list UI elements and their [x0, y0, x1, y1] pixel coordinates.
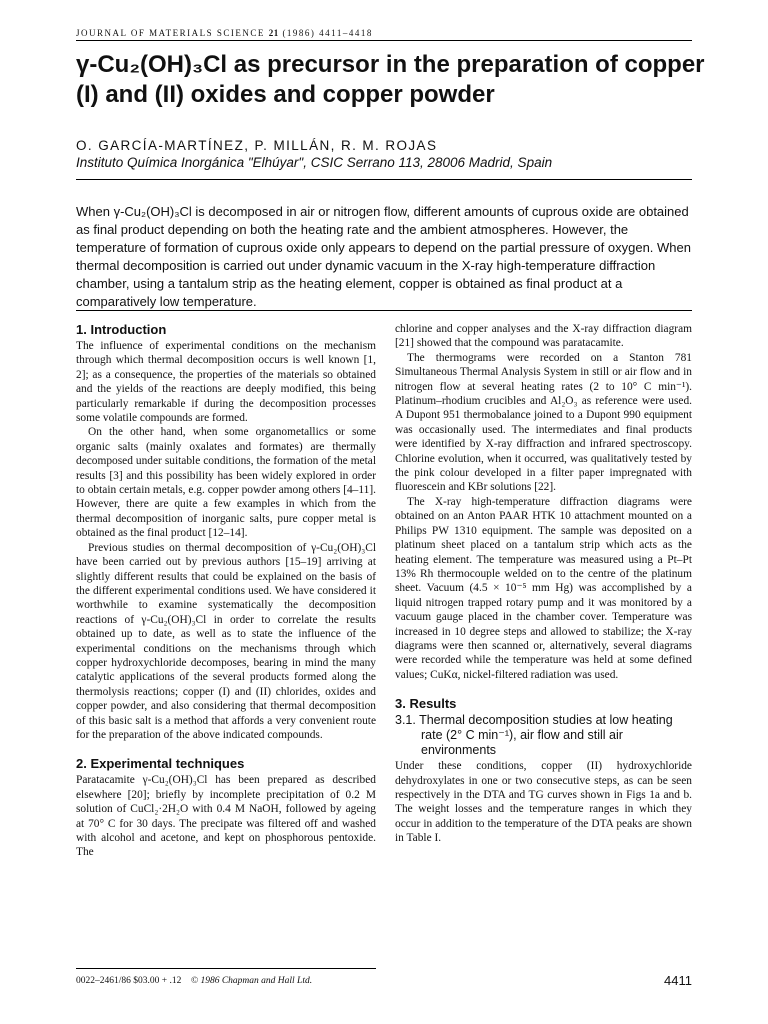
- paper-title: γ-Cu₂(OH)₃Cl as precursor in the preparation of copper (I) and (II) oxides and copper powder: [76, 51, 705, 108]
- intro-paragraph-2: On the other hand, when some organometallics or some organic salts (mainly oxalates and formates) are thermally decomposed under suitable conditions, the formation of the metal results [3] and this possibility has been widely explored in order to obtain certain metals, e.g. copper powder among others [4–11]. However, there are quite a few examples in which from the thermal decomposition of inorganic salts, pure copper metal is obtained as the final product [12–14].: [76, 426, 376, 540]
- right-column: [395, 322, 692, 846]
- experimental-paragraph-4: The X-ray high-temperature diffraction diagrams were obtained on an Anton PAAR HTK 10 attachment mounted on a Philips PW 1310 equipment. The sample was deposited on a platinum sheet placed on a tantalum strip which acts as the heating element. The temperature was measured using a Pt–Pt 13% Rh thermocouple welded on to the centre of the platinum sheet. Vacuum (4.5 × 10⁻⁵ mm Hg) was accomplished by a liquid nitrogen trapped rotary pump and it was monitored by a vacuum gauge placed in the chamber cover. Temperature was increased in 10 degree steps and allowed to stabilize; the X-ray diagrams were then scanned or, alternatively, several diagrams were recorded while the temperature was held at some defined values; CuKα, nickel-filtered radiation was used.: [395, 495, 692, 681]
- footer-divider: [76, 968, 376, 969]
- journal-volume: 21: [268, 28, 279, 38]
- footer-code: 0022–2461/86 $03.00 + .12: [76, 976, 182, 986]
- experimental-paragraph-1: Paratacamite γ-Cu₂(OH)₃Cl has been prepared as described elsewhere [20]; briefly by incomplete precipitation of 0.2 M solution of CuCl₂·2H₂O with 0.4 M NaOH, followed by ageing at 70° C for 30 days. The precipate was filtered off and washed with alcohol and acetone, and kept on phosphorous pentoxide. The: [76, 774, 376, 859]
- page-number: 4411: [664, 973, 692, 988]
- intro-paragraph-3: Previous studies on thermal decomposition of γ-Cu₂(OH)₃Cl have been carried out by previous authors [15–19] arriving at slightly different results that could be explained on the basis of the different experimental conditions used. We have considered it worthwhile to examine systematically the decomposition reactions of γ-Cu₂(OH)₃Cl in order to correlate the results obtained up to date, as well as to state the influence of the experimental conditions on the mechanisms through which copper hydroxychloride decomposes, bearing in mind the many catalytic applications of the several products formed along the thermolysis reactions; copper (I) and (II) chlorides, oxides and copper powder, and also considering that thermal decomposition of this basic salt is a method that affords a very convenient route for the preparation of the above indicated compounds.: [76, 541, 376, 741]
- paper-authors: O. GARCÍA-MARTÍNEZ, P. MILLÁN, R. M. ROJAS: [76, 138, 438, 153]
- intro-paragraph-1: The influence of experimental conditions on the mechanism through which thermal decomposition occurs is well known [1, 2]; as a consequence, the properties of the materials so obtained and the yields of the reactions are deeply modified, this being particularly remarkable if during the decomposition processes some volatile compounds are formed.: [76, 340, 376, 425]
- abstract: When γ-Cu₂(OH)₃Cl is decomposed in air or nitrogen flow, different amounts of cuprous oxide are obtained as final product depending on both the heating rate and the ambient atmospheres. However, the temperature of formation of cuprous oxide only appears to depend on the partial pressure of oxygen. When thermal decomposition is carried out under dynamic vacuum in the X-ray high-temperature diffraction chamber, using a tantalum strip as the heating element, copper is obtained as final product at a comparatively low temperature.: [76, 204, 691, 309]
- abstract-divider: [76, 310, 692, 311]
- section-heading-experimental: 2. Experimental techniques: [76, 756, 245, 772]
- paper-affiliation: Instituto Química Inorgánica "Elhúyar", CSIC Serrano 113, 28006 Madrid, Spain: [76, 155, 692, 180]
- subsection-heading-3-1: 3.1. Thermal decomposition studies at low heating rate (2° C min⁻¹), air flow and still air environments: [395, 713, 673, 758]
- experimental-paragraph-3: The thermograms were recorded on a Stanton 781 Simultaneous Thermal Analysis System in still or air flow and in nitrogen flow at several heating rates (2 to 10° C min⁻¹). Platinum–rhodium crucibles and Al₂O₃ as reference were used. A Dupont 951 thermobalance joined to a Dupont 990 equipment was occasionally used. The intermediates and final products were identified by X-ray diffraction and infrared spectroscopy. Chlorine evolution, when it occurred, was qualitatively tested by the pink colour developed in a filter paper impregnated with fluorescein and KBr solutions [22].: [395, 351, 692, 494]
- experimental-paragraph-2: chlorine and copper analyses and the X-ray diffraction diagram [21] showed that the compound was paratacamite.: [395, 323, 692, 350]
- left-column: [76, 322, 376, 860]
- journal-header: [76, 28, 692, 41]
- section-heading-results: 3. Results: [395, 696, 457, 712]
- journal-citation: (1986) 4411–4418: [282, 28, 373, 38]
- journal-name: JOURNAL OF MATERIALS SCIENCE: [76, 28, 265, 38]
- footer-copyright: © 1986 Chapman and Hall Ltd.: [190, 976, 313, 986]
- page-footer: [76, 973, 692, 988]
- section-heading-introduction: 1. Introduction: [76, 322, 167, 337]
- results-paragraph-1: Under these conditions, copper (II) hydroxychloride dehydroxylates in one or two consecutive steps, as can be seen respectively in the DTA and TG curves shown in Figs 1a and b. The weight losses and the temperature ranges in which they occur in addition to the temperature of the DTA peaks are shown in Table I.: [395, 760, 692, 845]
